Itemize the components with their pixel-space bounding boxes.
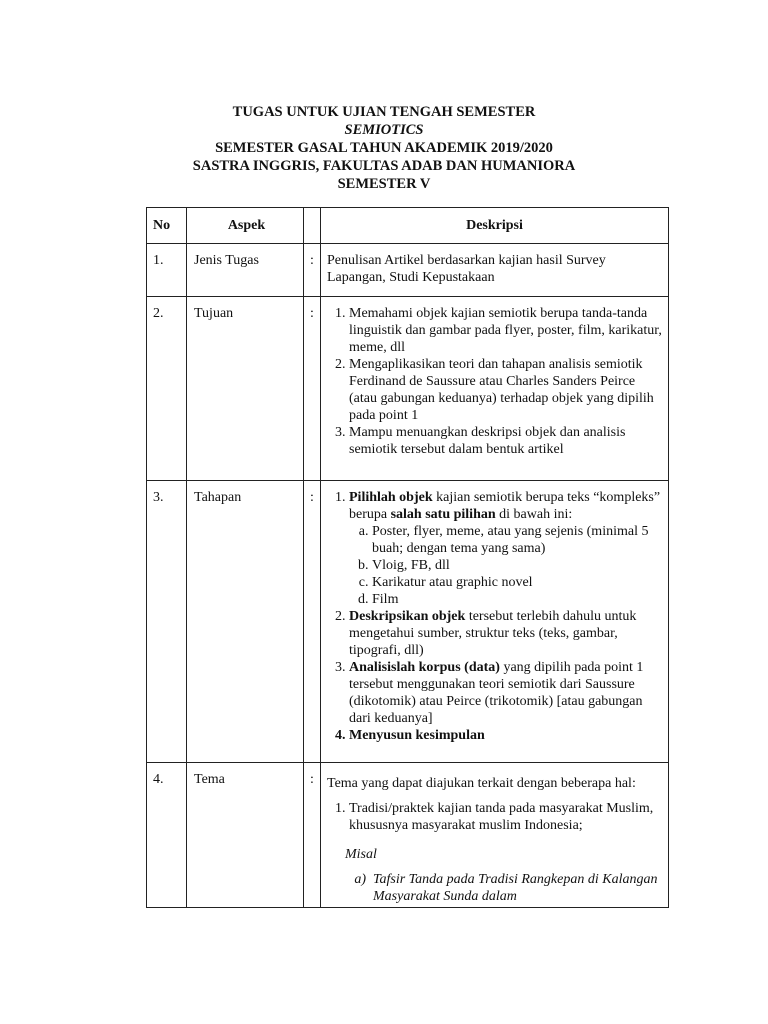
- row-aspek: Tujuan: [187, 297, 304, 481]
- row-description: [321, 481, 669, 763]
- row-aspek: Tema: [187, 763, 304, 908]
- heading-line-1: TUGAS UNTUK UJIAN TENGAH SEMESTER: [232, 104, 536, 120]
- table-row: [147, 763, 669, 908]
- table-row: [147, 297, 669, 481]
- list-item: b. Vloig, FB, dll: [372, 557, 662, 574]
- emphasis-text: Pilihlah objek: [349, 490, 433, 505]
- header-deskripsi: Deskripsi: [321, 208, 669, 244]
- list-item: 1. Memahami objek kajian semiotik berupa tanda-tanda linguistik dan gambar pada flyer, poster, film, karikatur, meme, dll: [349, 305, 662, 356]
- emphasis-text: salah satu pilihan: [390, 507, 496, 522]
- list-item: 2. Mengaplikasikan teori dan tahapan analisis semiotik Ferdinand de Saussure atau Charles Sanders Peirce (atau gabungan keduanya) terhadap objek yang dipilih pada point 1: [349, 356, 662, 424]
- object-options-list: [349, 523, 662, 608]
- row-aspek: Jenis Tugas: [187, 244, 304, 297]
- list-item: 1. Tradisi/praktek kajian tanda pada masyarakat Muslim, khususnya masyarakat muslim Indonesia;: [349, 800, 662, 834]
- header-no: No: [147, 208, 187, 244]
- table-header-row: [147, 208, 669, 244]
- emphasis-text: Deskripsikan objek: [349, 609, 466, 624]
- item-text: kajian semiotik berupa teks “kompleks” berupa: [349, 490, 661, 522]
- heading-line-4: SASTRA INGGRIS, FAKULTAS ADAB DAN HUMANIORA: [192, 158, 576, 174]
- row-colon: :: [304, 763, 321, 908]
- list-item: a. Poster, flyer, meme, atau yang sejenis (minimal 5 buah; dengan tema yang sama): [372, 523, 662, 557]
- table-row: [147, 481, 669, 763]
- heading-line-5: SEMESTER V: [337, 176, 431, 192]
- example-list: [327, 871, 662, 905]
- row-number: 4.: [147, 763, 187, 908]
- list-item: a. Tafsir Tanda pada Tradisi Rangkepan di Kalangan Masyarakat Sunda dalam: [373, 871, 662, 905]
- item-text: di bawah ini:: [495, 507, 573, 522]
- list-item: [349, 659, 662, 727]
- row-number: 3.: [147, 481, 187, 763]
- row-colon: :: [304, 244, 321, 297]
- heading-course-name: SEMIOTICS: [344, 122, 424, 138]
- item-text: yang dipilih pada point 1 tersebut menggunakan teori semiotik dari Saussure (dikotomik) atau Peirce (trikotomik) [atau gabungan dari keduanya]: [349, 660, 644, 726]
- header-colon-cell: [304, 208, 321, 244]
- row-description: Penulisan Artikel berdasarkan kajian hasil Survey Lapangan, Studi Kepustakaan: [321, 244, 669, 297]
- row-description: [321, 297, 669, 481]
- assignment-table: [146, 207, 669, 908]
- row-colon: :: [304, 297, 321, 481]
- row-aspek: Tahapan: [187, 481, 304, 763]
- tema-list: [327, 800, 662, 834]
- document-heading: [0, 103, 768, 193]
- tujuan-list: [327, 305, 662, 458]
- list-item: [349, 608, 662, 659]
- list-item: d. Film: [372, 591, 662, 608]
- list-item: c. Karikatur atau graphic novel: [372, 574, 662, 591]
- heading-line-3: SEMESTER GASAL TAHUN AKADEMIK 2019/2020: [215, 140, 553, 156]
- item-text: tersebut terlebih dahulu untuk mengetahui sumber, struktur teks (teks, gambar, tipografi, dll): [349, 609, 637, 658]
- tahapan-list: [327, 489, 662, 744]
- emphasis-text: Analisislah korpus (data): [349, 660, 500, 675]
- example-label: Misal: [345, 847, 377, 862]
- row-description: [321, 763, 669, 908]
- row-number: 2.: [147, 297, 187, 481]
- header-aspek: Aspek: [187, 208, 304, 244]
- row-number: 1.: [147, 244, 187, 297]
- list-item: [349, 489, 662, 608]
- list-item: 3. Mampu menuangkan deskripsi objek dan analisis semiotik tersebut dalam bentuk artikel: [349, 424, 662, 458]
- list-item: [349, 727, 662, 744]
- tema-intro: Tema yang dapat diajukan terkait dengan beberapa hal:: [327, 776, 636, 791]
- emphasis-text: Menyusun kesimpulan: [349, 728, 485, 743]
- row-colon: :: [304, 481, 321, 763]
- table-row: [147, 244, 669, 297]
